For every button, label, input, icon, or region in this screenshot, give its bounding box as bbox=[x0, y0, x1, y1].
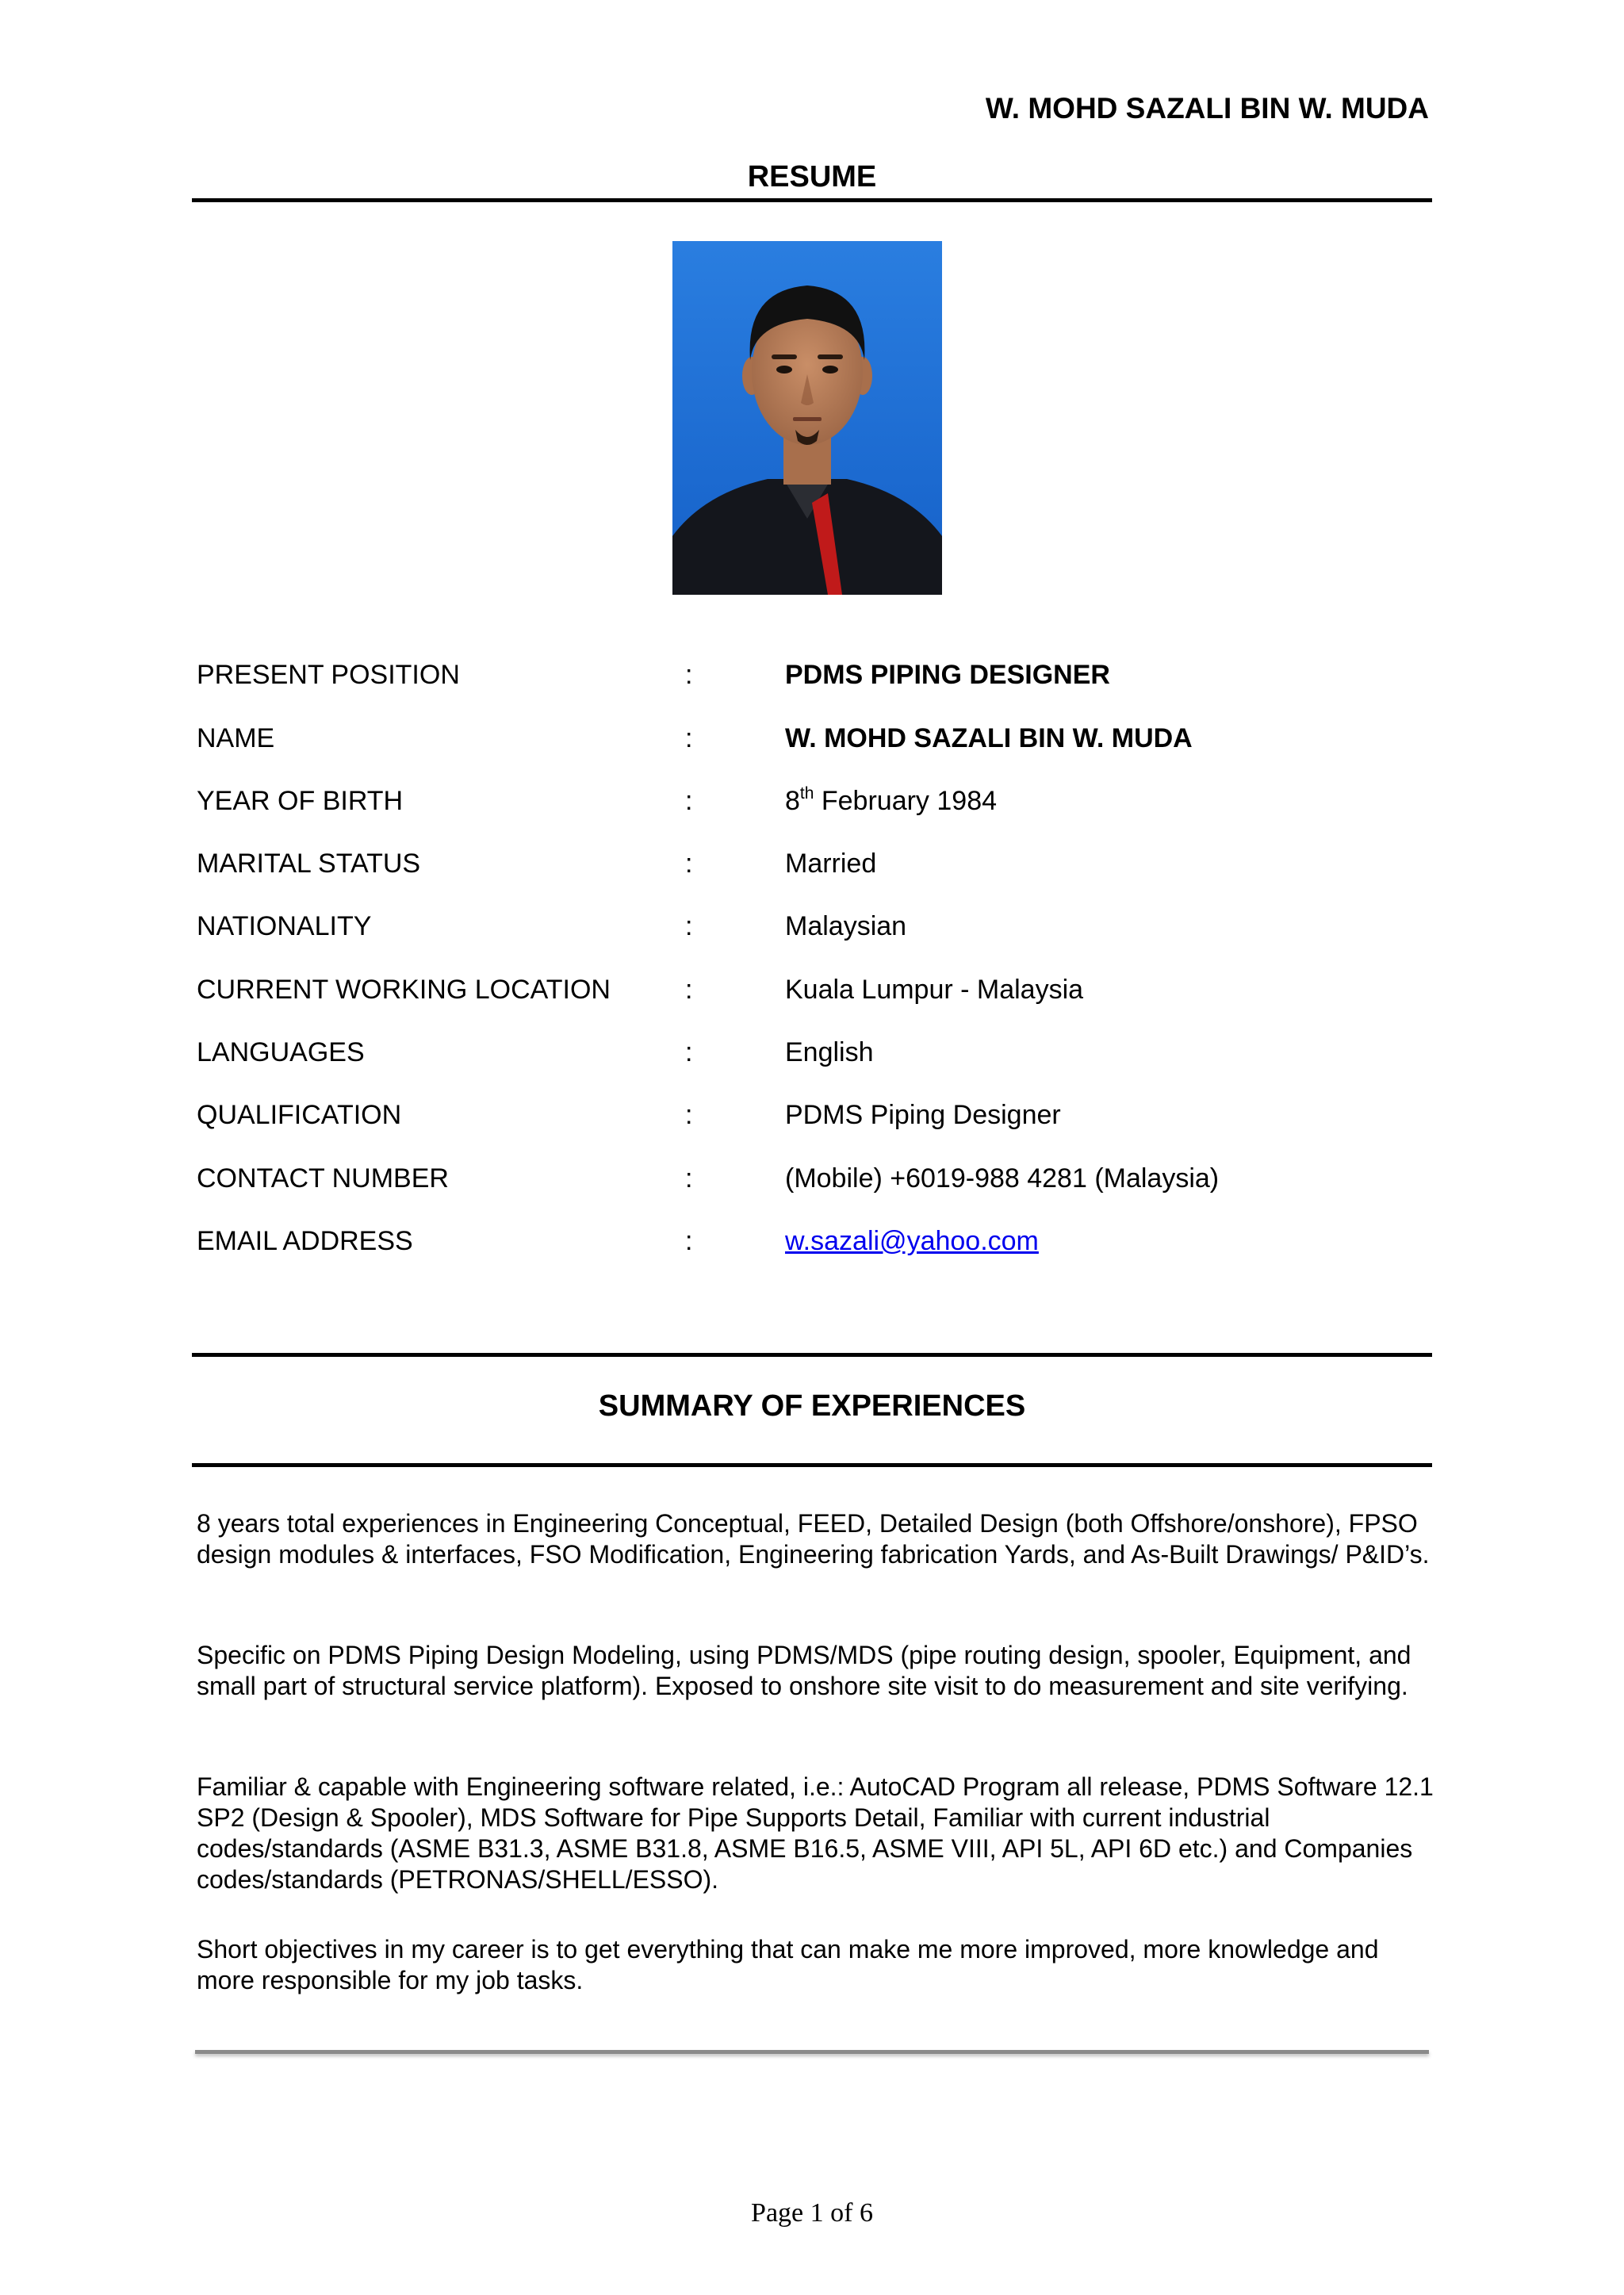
email-link[interactable]: w.sazali@yahoo.com bbox=[785, 1226, 1039, 1256]
info-row-working-location bbox=[197, 975, 1434, 1014]
info-colon: : bbox=[685, 786, 693, 816]
info-label: CURRENT WORKING LOCATION bbox=[197, 975, 611, 1005]
birth-month-year: February 1984 bbox=[814, 786, 998, 816]
info-row-marital-status bbox=[197, 849, 1434, 888]
info-colon: : bbox=[685, 1037, 693, 1067]
info-row-present-position bbox=[197, 660, 1434, 699]
info-colon: : bbox=[685, 723, 693, 753]
info-label: CONTACT NUMBER bbox=[197, 1163, 449, 1193]
info-row-nationality bbox=[197, 911, 1434, 951]
info-row-contact-number bbox=[197, 1163, 1434, 1203]
info-row-name bbox=[197, 723, 1434, 763]
info-value bbox=[785, 786, 997, 817]
header-name: W. MOHD SAZALI BIN W. MUDA bbox=[985, 92, 1429, 125]
info-label: NAME bbox=[197, 723, 275, 753]
birth-day: 8 bbox=[785, 786, 800, 816]
info-label: EMAIL ADDRESS bbox=[197, 1226, 413, 1256]
info-value: (Mobile) +6019-988 4281 (Malaysia) bbox=[785, 1163, 1220, 1193]
info-label: PRESENT POSITION bbox=[197, 660, 460, 690]
birth-day-suffix: th bbox=[799, 784, 814, 803]
title-divider bbox=[192, 198, 1432, 202]
info-value bbox=[785, 1226, 1039, 1257]
info-label: YEAR OF BIRTH bbox=[197, 786, 404, 816]
summary-top-divider bbox=[192, 1353, 1432, 1357]
info-row-email bbox=[197, 1226, 1434, 1266]
info-label: QUALIFICATION bbox=[197, 1100, 402, 1130]
info-value: Married bbox=[785, 849, 877, 879]
info-row-qualification bbox=[197, 1100, 1434, 1140]
info-value: English bbox=[785, 1037, 874, 1067]
info-value: W. MOHD SAZALI BIN W. MUDA bbox=[785, 723, 1193, 753]
info-colon: : bbox=[685, 660, 693, 690]
info-value: Kuala Lumpur - Malaysia bbox=[785, 975, 1084, 1005]
summary-paragraph: Short objectives in my career is to get everything that can make me more improved, more knowledge and more responsible for my job tasks. bbox=[197, 1935, 1379, 1994]
summary-paragraph: 8 years total experiences in Engineering Conceptual, FEED, Detailed Design (both Offshore/onshore), FPSO design modules & interfaces, FSO Modification, Engineering fabrication Yards, and As-Built Drawings/ P&ID’s. bbox=[197, 1509, 1430, 1569]
profile-photo bbox=[672, 241, 942, 595]
info-colon: : bbox=[685, 1100, 693, 1130]
info-colon: : bbox=[685, 911, 693, 941]
info-colon: : bbox=[685, 849, 693, 879]
summary-heading: SUMMARY OF EXPERIENCES bbox=[598, 1389, 1026, 1423]
info-label: MARITAL STATUS bbox=[197, 849, 421, 879]
info-colon: : bbox=[685, 1163, 693, 1193]
footer-divider bbox=[195, 2050, 1429, 2054]
summary-paragraph: Familiar & capable with Engineering software related, i.e.: AutoCAD Program all release, PDMS Software 12.1 SP2 (Design & Spooler), MDS Software for Pipe Supports Detail, Familiar with current industrial codes/standards (ASME B31.3, ASME B31.8, ASME B16.5, ASME VIII, API 5L, API 6D etc.) and Companies codes/standards (PETRONAS/SHELL/ESSO). bbox=[197, 1772, 1434, 1894]
info-colon: : bbox=[685, 1226, 693, 1256]
summary-paragraph: Specific on PDMS Piping Design Modeling, using PDMS/MDS (pipe routing design, spooler, Equipment, and small part of structural service platform). Exposed to onshore site visit to do measurement and site verifying. bbox=[197, 1641, 1411, 1700]
info-row-languages bbox=[197, 1037, 1434, 1077]
page-number: Page 1 of 6 bbox=[751, 2198, 873, 2228]
info-value: PDMS PIPING DESIGNER bbox=[785, 660, 1110, 690]
info-colon: : bbox=[685, 975, 693, 1005]
summary-bottom-divider bbox=[192, 1463, 1432, 1467]
info-value: PDMS Piping Designer bbox=[785, 1100, 1061, 1130]
info-row-year-of-birth bbox=[197, 786, 1434, 826]
info-value: Malaysian bbox=[785, 911, 907, 941]
info-label: NATIONALITY bbox=[197, 911, 372, 941]
document-title: RESUME bbox=[747, 160, 877, 193]
info-label: LANGUAGES bbox=[197, 1037, 365, 1067]
